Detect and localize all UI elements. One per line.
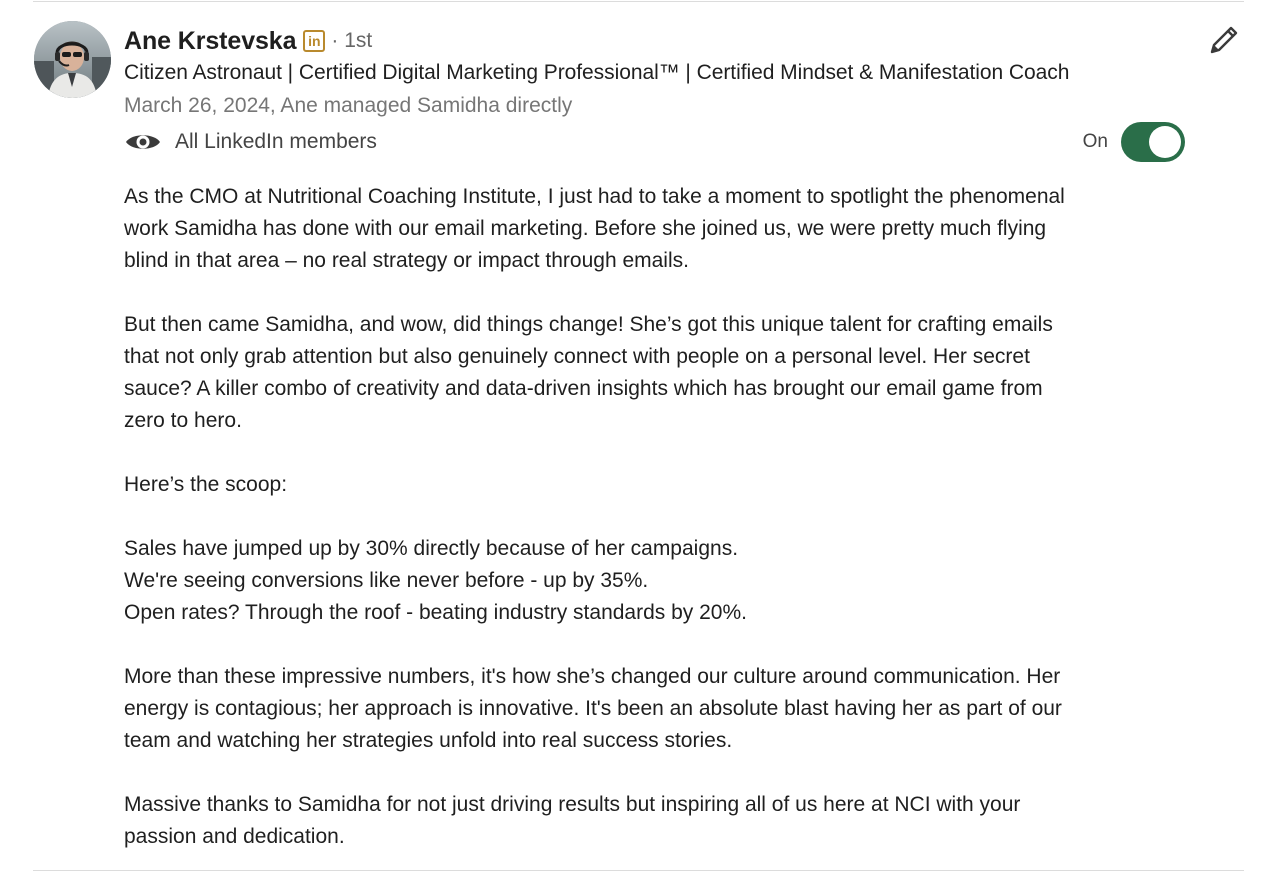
visibility-row bbox=[124, 126, 377, 158]
text-line: blind in that area – no real strategy or impact through emails. bbox=[124, 249, 689, 272]
recommendation-text bbox=[124, 181, 1204, 853]
linkedin-badge-glyph: in bbox=[308, 33, 321, 49]
author-headline: Citizen Astronaut | Certified Digital Marketing Professional™ | Certified Mindset & Manifestation Coach bbox=[124, 61, 1070, 84]
visibility-toggle[interactable] bbox=[1121, 122, 1185, 162]
linkedin-premium-icon bbox=[303, 30, 325, 52]
text-line: But then came Samidha, and wow, did things change! She’s got this unique talent for crafting emails bbox=[124, 313, 1053, 336]
text-line: As the CMO at Nutritional Coaching Institute, I just had to take a moment to spotlight the phenomenal bbox=[124, 185, 1065, 208]
text-line: We're seeing conversions like never before - up by 35%. bbox=[124, 569, 649, 592]
text-line: energy is contagious; her approach is innovative. It's been an absolute blast having her as part of our bbox=[124, 697, 1062, 720]
top-divider bbox=[33, 1, 1244, 2]
paragraph bbox=[124, 661, 1204, 757]
avatar[interactable] bbox=[34, 21, 111, 98]
paragraph bbox=[124, 533, 1204, 629]
eye-icon bbox=[124, 130, 162, 154]
paragraph bbox=[124, 181, 1204, 277]
author-row bbox=[124, 25, 372, 57]
text-line: sauce? A killer combo of creativity and data-driven insights which has brought our email game from bbox=[124, 377, 1043, 400]
bottom-divider bbox=[33, 870, 1244, 871]
toggle-state-label: On bbox=[1082, 131, 1108, 152]
text-line: Sales have jumped up by 30% directly because of her campaigns. bbox=[124, 537, 739, 560]
text-line: Open rates? Through the roof - beating industry standards by 20%. bbox=[124, 601, 747, 624]
text-line: More than these impressive numbers, it's how she’s changed our culture around communication. Her bbox=[124, 665, 1061, 688]
paragraph bbox=[124, 789, 1204, 853]
connection-degree: · 1st bbox=[331, 29, 373, 52]
text-line: team and watching her strategies unfold into real success stories. bbox=[124, 729, 733, 752]
text-line: zero to hero. bbox=[124, 409, 242, 432]
text-line: passion and dedication. bbox=[124, 825, 345, 848]
text-line: Massive thanks to Samidha for not just driving results but inspiring all of us here at NCI with your bbox=[124, 793, 1021, 816]
edit-button[interactable] bbox=[1204, 20, 1244, 60]
author-name[interactable]: Ane Krstevska bbox=[124, 26, 297, 55]
paragraph bbox=[124, 469, 1204, 501]
text-line: that not only grab attention but also genuinely connect with people on a personal level. Her secret bbox=[124, 345, 1030, 368]
pencil-icon bbox=[1206, 22, 1242, 58]
paragraph bbox=[124, 309, 1204, 437]
avatar-photo bbox=[34, 21, 111, 98]
toggle-knob bbox=[1149, 126, 1181, 158]
visibility-label: All LinkedIn members bbox=[175, 130, 377, 153]
text-line: work Samidha has done with our email marketing. Before she joined us, we were pretty much flying bbox=[124, 217, 1047, 240]
visibility-toggle-group bbox=[1083, 122, 1185, 162]
recommendation-meta: March 26, 2024, Ane managed Samidha directly bbox=[124, 94, 573, 117]
text-line: Here’s the scoop: bbox=[124, 473, 288, 496]
